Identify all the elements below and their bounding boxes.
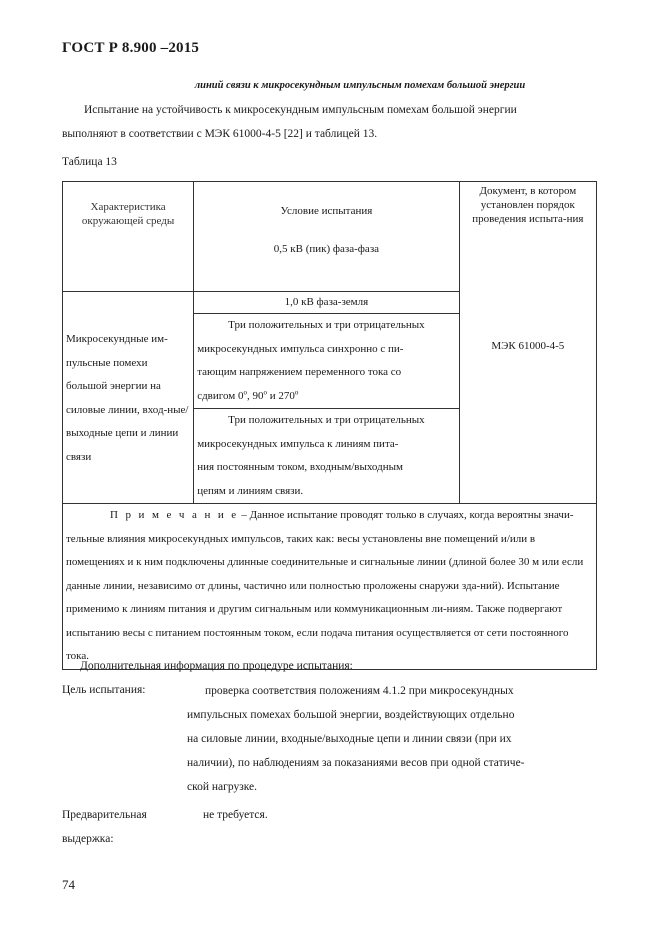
condition-phase-phase: 0,5 кВ (пик) фаза-фаза (273, 243, 380, 255)
condition-dc-line-2: микросекундных импульса к линиям пита- (197, 437, 399, 450)
document-value: МЭК 61000-4-5 (491, 340, 565, 352)
condition-ac-cell (194, 314, 459, 409)
table-caption: Таблица 13 (62, 156, 117, 168)
purpose-label: Цель испытания: (62, 684, 146, 696)
intro-line-2: выполняют в соответствии с МЭК 61000-4-5 [22] и таблицей 13. (62, 128, 378, 140)
header-environment: Характеристика окружающей среды (63, 182, 194, 292)
intro-paragraph (62, 98, 602, 146)
header-condition: Условие испытания (280, 205, 373, 217)
note-text: – Данное испытание проводят только в случаях, когда вероятны значи-тельные влияния микросекундных импульсов, таких как: весы установлены вне помещений и/или в помещениях и к ним подключены длинные соединительные и сигнальные линии (длиной более 30 м или если данные линии, независимо от длины, частично или полностью проложены снаружи зда-ний). Испытание применимо к линиям питания и другим сигнальным или коммуникационным ли-ниям. Также подвергают испытанию весы с питанием постоянным током, если подача питания осуществляется от сети постоянного тока. (66, 509, 584, 662)
preconditioning-value: не требуется. (203, 809, 268, 821)
header-document: Документ, в котором установлен порядок проведения испыта-ния (472, 185, 584, 225)
condition-dc-cell (194, 409, 459, 504)
condition-ac-line-2: микросекундных импульса синхронно с пи- (197, 342, 404, 355)
document-column (459, 182, 596, 504)
purpose-line-2: импульсных помехах большой энергии, воздействующих отдельно (187, 709, 515, 721)
purpose-line-4: наличии), по наблюдениям за показаниями весов при одной статиче- (187, 757, 525, 769)
intro-line-1: Испытание на устойчивость к микросекундным импульсным помехам большой энергии (84, 104, 517, 116)
condition-dc-line-4: цепям и линиям связи. (197, 484, 304, 497)
header-condition-cell (194, 182, 459, 292)
condition-phase-ground: 1,0 кВ фаза-земля (194, 292, 459, 314)
purpose-line-3: на силовые линии, входные/выходные цепи и линии связи (при их (187, 733, 512, 745)
document-header: ГОСТ Р 8.900 –2015 (62, 40, 200, 56)
page-number: 74 (62, 877, 75, 892)
section-subheading: линий связи к микросекундным импульсным помехам большой энергии (194, 80, 526, 91)
note-label: П р и м е ч а н и е (110, 509, 239, 521)
condition-dc-line-3: ния постоянным током, входным/выходным (197, 461, 403, 473)
environment-value: Микросекундные им-пульсные помехи большой энергии на силовые линии, вход-ные/выходные цепи и линии связи (63, 292, 194, 504)
purpose-line-1: проверка соответствия положениям 4.1.2 при микросекундных (205, 685, 514, 697)
test-conditions-table (62, 181, 597, 670)
table-note (63, 504, 597, 670)
condition-ac-line-4: сдвигом 0$^o$, 90$^o$ и 270$^o$ (197, 387, 299, 402)
condition-dc-line-1: Три положительных и три отрицательных (228, 414, 425, 426)
preconditioning-label: Предварительная выдержка: (62, 809, 147, 845)
condition-ac-line-3: тающим напряжением переменного тока со (197, 366, 402, 378)
purpose-value (187, 679, 607, 799)
purpose-line-5: ской нагрузке. (187, 781, 258, 793)
additional-info: Дополнительная информация по процедуре испытания: (80, 660, 353, 672)
condition-ac-line-1: Три положительных и три отрицательных (228, 319, 425, 331)
